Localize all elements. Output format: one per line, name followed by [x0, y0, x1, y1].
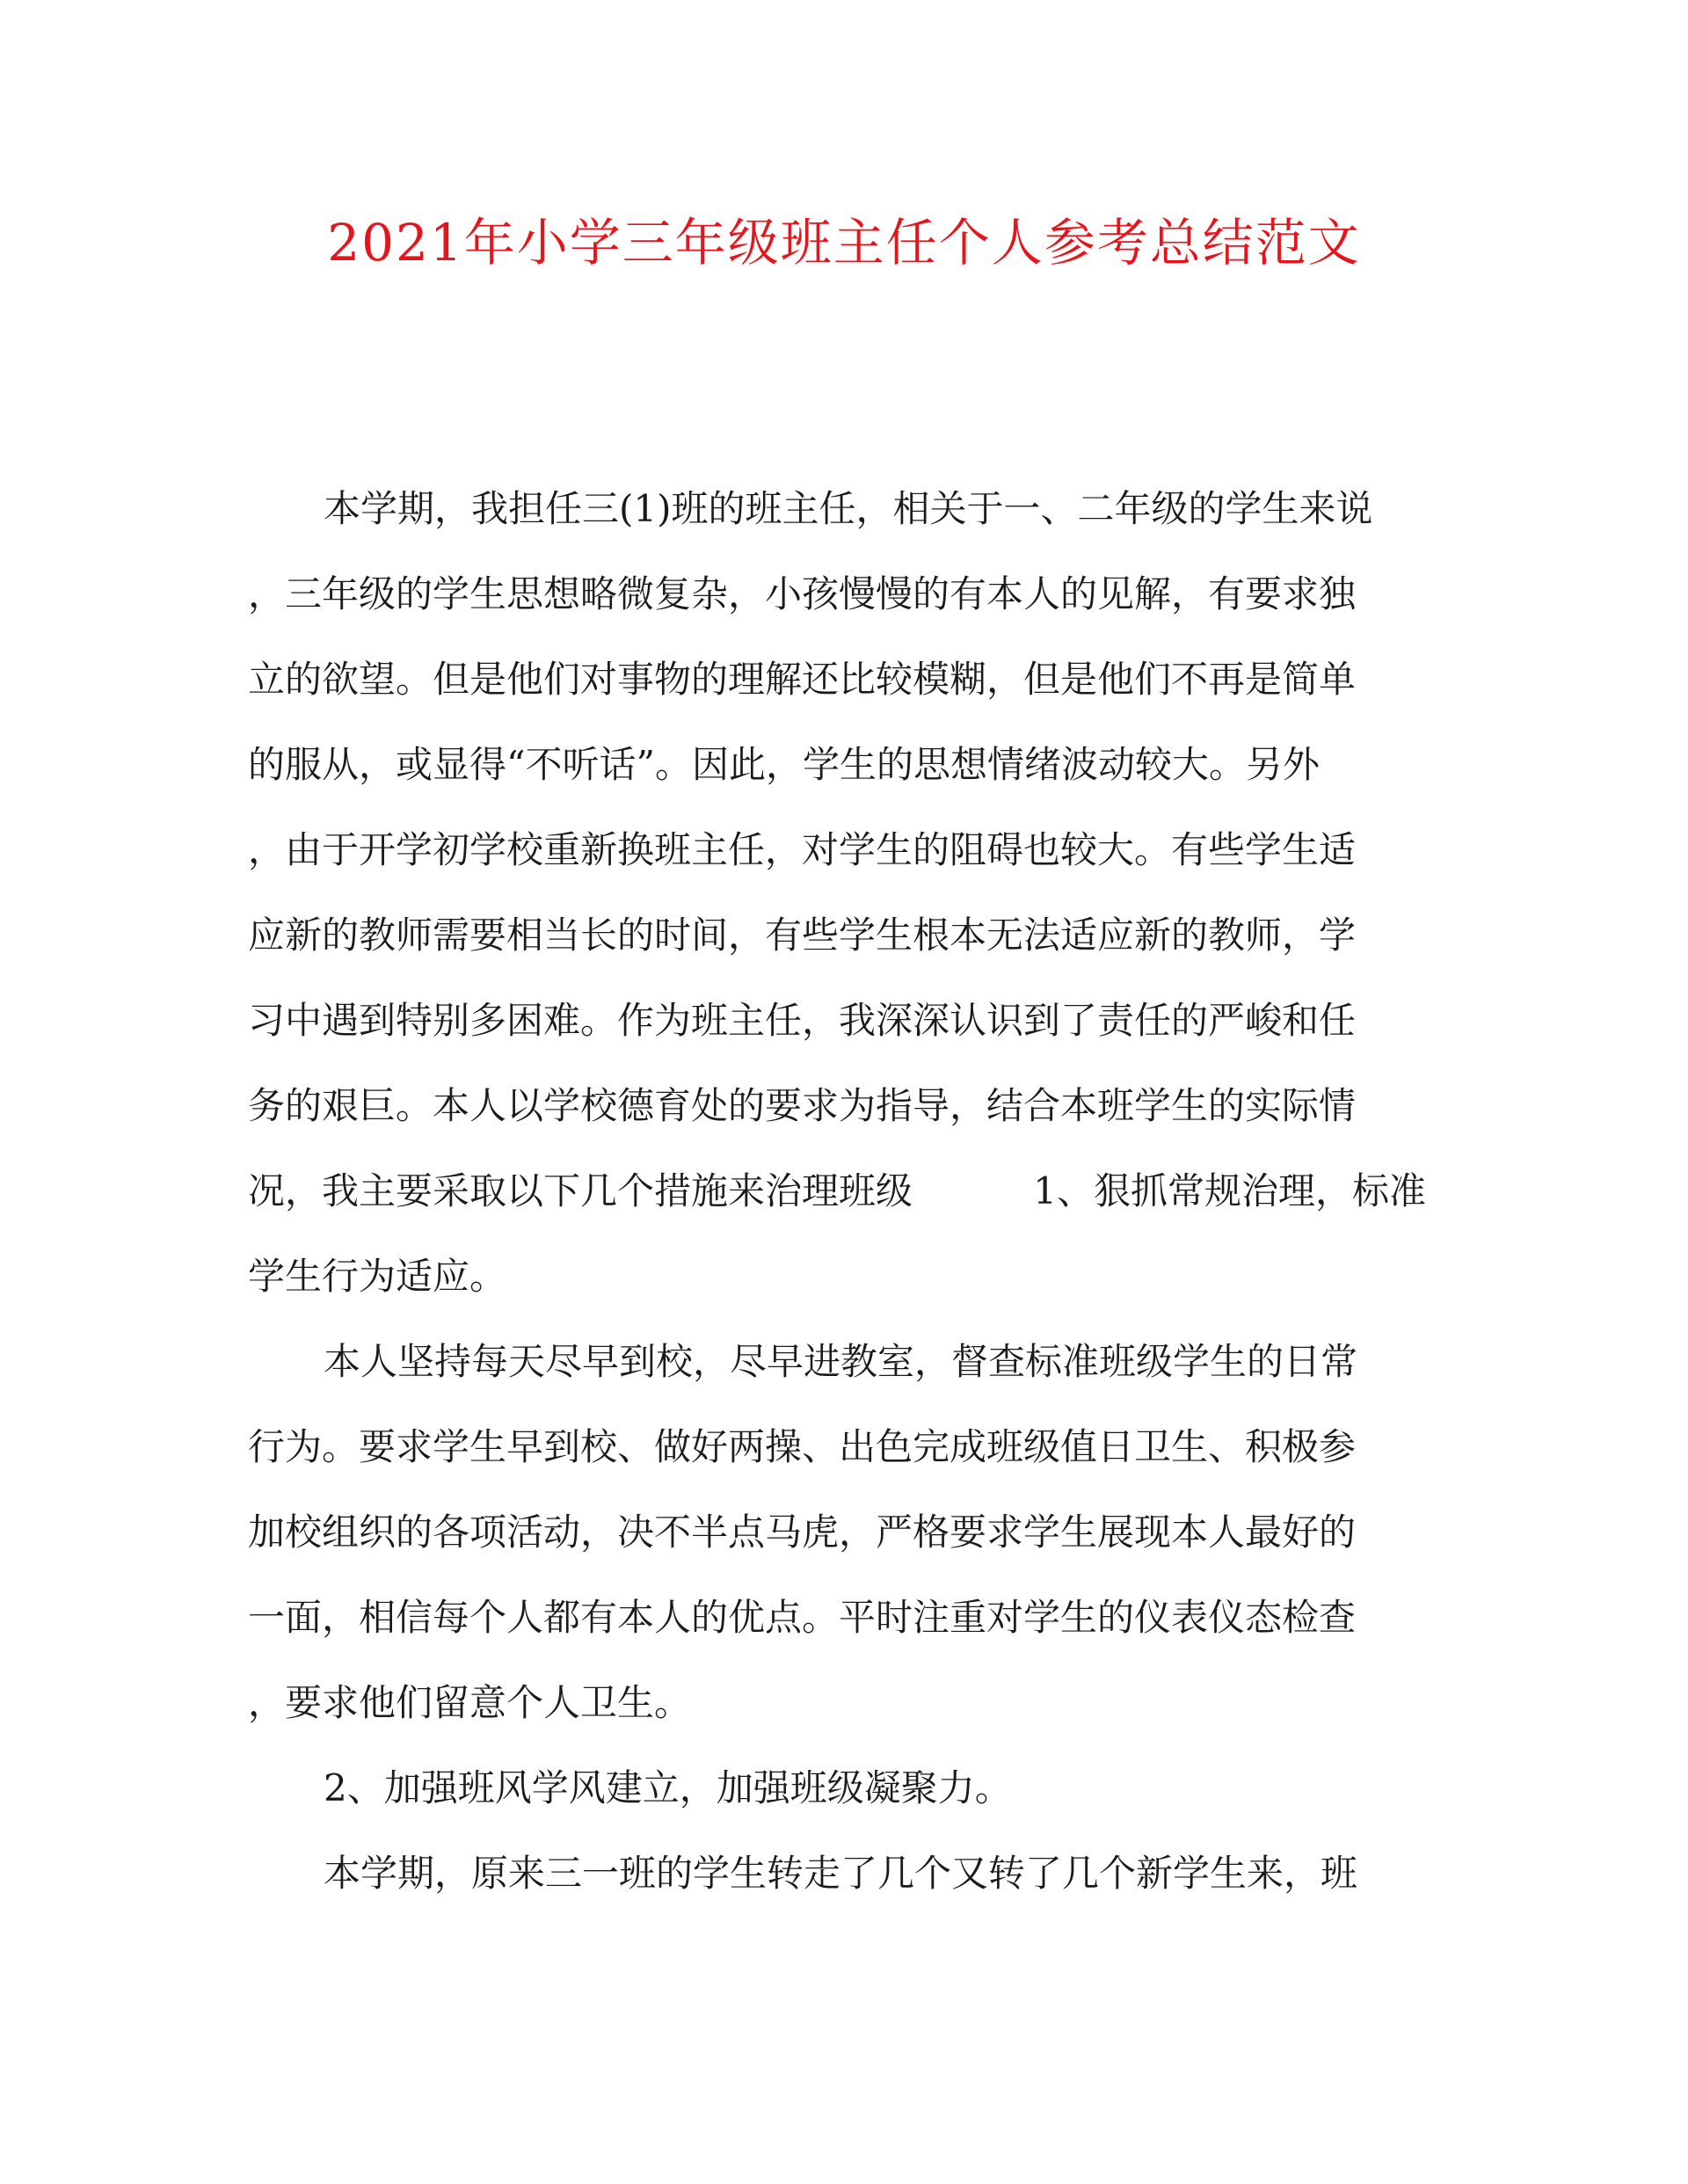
paragraph-line: 务的艰巨。本人以学校德育处的要求为指导，结合本班学生的实际情 [248, 1084, 1357, 1127]
paragraph-line: 立的欲望。但是他们对事物的理解还比较模糊，但是他们不再是简单 [248, 658, 1357, 701]
paragraph-line: ，三年级的学生思想略微复杂，小孩慢慢的有本人的见解，有要求独 [248, 572, 1357, 615]
paragraph-line: ，由于开学初学校重新换班主任，对学生的阻碍也较大。有些学生适 [248, 828, 1357, 871]
paragraph-line: 习中遇到特别多困难。作为班主任，我深深认识到了责任的严峻和任 [248, 999, 1357, 1042]
paragraph-line: 加校组织的各项活动，决不半点马虎，严格要求学生展现本人最好的 [248, 1511, 1357, 1554]
paragraph-line: 一面，相信每个人都有本人的优点。平时注重对学生的仪表仪态检查 [248, 1596, 1357, 1639]
paragraph-line-left: 况，我主要采取以下几个措施来治理班级 [248, 1169, 913, 1212]
section-heading-1: 1、狠抓常规治理，标准 [1033, 1169, 1426, 1212]
paragraph-line-split [248, 1148, 1426, 1234]
paragraph-line: 本人坚持每天尽早到校，尽早进教室，督查标准班级学生的日常 [324, 1340, 1358, 1383]
paragraph-line: 本学期，原来三一班的学生转走了几个又转了几个新学生来，班 [324, 1852, 1358, 1895]
paragraph-line: 的服从，或显得“不听话”。因此，学生的思想情绪波动较大。另外 [248, 743, 1320, 786]
paragraph-line: 学生行为适应。 [248, 1255, 507, 1298]
document-body [248, 466, 1426, 1916]
paragraph-line: 应新的教师需要相当长的时间，有些学生根本无法适应新的教师，学 [248, 914, 1357, 957]
paragraph-line: 行为。要求学生早到校、做好两操、出色完成班级值日卫生、积极参 [248, 1425, 1357, 1468]
document-title: 2021年小学三年级班主任个人参考总结范文 [327, 213, 1361, 273]
paragraph-line: 本学期，我担任三(1)班的班主任，相关于一、二年级的学生来说 [324, 487, 1373, 530]
paragraph-line: ，要求他们留意个人卫生。 [248, 1681, 692, 1724]
section-heading-2: 2、加强班风学风建立，加强班级凝聚力。 [324, 1766, 1012, 1809]
